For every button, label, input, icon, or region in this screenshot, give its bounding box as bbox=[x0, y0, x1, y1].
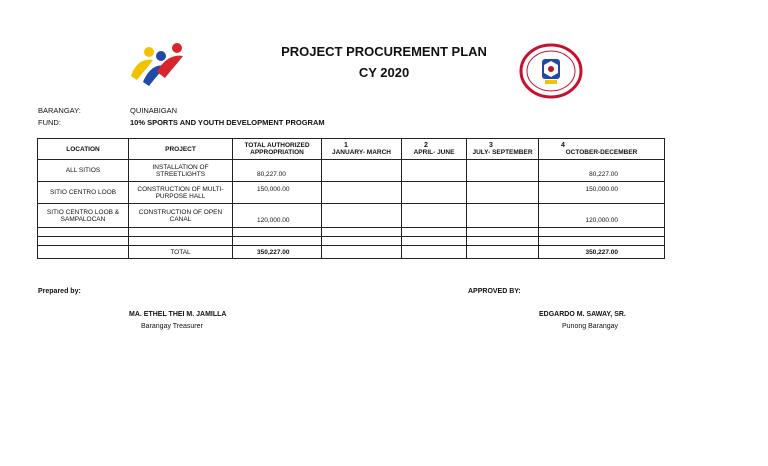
total-label: TOTAL bbox=[129, 246, 233, 259]
table-header-row bbox=[38, 139, 665, 160]
row-q1 bbox=[322, 182, 402, 204]
table-row bbox=[38, 182, 665, 204]
row-project: CONSTRUCTION OF MULTI-PURPOSE HALL bbox=[129, 182, 233, 204]
row-location: SITIO CENTRO LOOB bbox=[38, 182, 129, 204]
row-q4: 120,000.00 bbox=[539, 204, 665, 228]
page-title: PROJECT PROCUREMENT PLAN bbox=[281, 44, 487, 59]
total-q4: 350,227.00 bbox=[539, 246, 665, 259]
col-q2-header bbox=[402, 139, 467, 160]
approved-by-name: EDGARDO M. SAWAY, SR. bbox=[539, 311, 626, 318]
prepared-by-name: MA. ETHEL THEI M. JAMILLA bbox=[129, 311, 227, 318]
q2-label: APRIL- JUNE bbox=[413, 149, 455, 156]
table-row-empty bbox=[38, 228, 665, 237]
table-row bbox=[38, 204, 665, 228]
row-q3 bbox=[467, 204, 539, 228]
row-appropriation: 150,000.00 bbox=[233, 182, 322, 204]
q4-label: OCTOBER-DECEMBER bbox=[565, 149, 638, 156]
row-q1 bbox=[322, 160, 402, 182]
table-row-empty bbox=[38, 237, 665, 246]
row-q2 bbox=[402, 182, 467, 204]
col-q3-header bbox=[467, 139, 539, 160]
row-q3 bbox=[467, 160, 539, 182]
col-location-header: LOCATION bbox=[38, 139, 129, 160]
approved-by-label: APPROVED BY: bbox=[468, 288, 521, 295]
barangay-seal-icon bbox=[519, 43, 583, 99]
row-q4: 80,227.00 bbox=[539, 160, 665, 182]
prepared-by-title: Barangay Treasurer bbox=[141, 323, 203, 330]
row-q3 bbox=[467, 182, 539, 204]
col-project-header: PROJECT bbox=[129, 139, 233, 160]
row-appropriation: 80,227.00 bbox=[233, 160, 322, 182]
fund-label: FUND: bbox=[38, 118, 61, 127]
q1-label: JANUARY- MARCH bbox=[332, 149, 391, 156]
barangay-value: QUINABIGAN bbox=[130, 106, 178, 115]
q4-number: 4 bbox=[561, 142, 565, 149]
prepared-by-label: Prepared by: bbox=[38, 288, 81, 295]
row-location: ALL SITIOS bbox=[38, 160, 129, 182]
approved-by-title: Punong Barangay bbox=[562, 323, 619, 330]
row-q2 bbox=[402, 204, 467, 228]
page-subtitle: CY 2020 bbox=[358, 65, 410, 80]
procurement-table bbox=[37, 138, 665, 259]
barangay-label: BARANGAY: bbox=[38, 106, 81, 115]
row-location: SITIO CENTRO LOOB & SAMPALOCAN bbox=[38, 204, 129, 228]
row-project: INSTALLATION OF STREETLIGHTS bbox=[129, 160, 233, 182]
q2-number: 2 bbox=[424, 142, 428, 149]
row-q2 bbox=[402, 160, 467, 182]
q3-number: 3 bbox=[489, 142, 493, 149]
table-row bbox=[38, 160, 665, 182]
row-project: CONSTRUCTION OF OPEN CANAL bbox=[129, 204, 233, 228]
row-q1 bbox=[322, 204, 402, 228]
row-appropriation: 120,000.00 bbox=[233, 204, 322, 228]
col-q1-header bbox=[322, 139, 402, 160]
row-q4: 150,000.00 bbox=[539, 182, 665, 204]
fund-value: 10% SPORTS AND YOUTH DEVELOPMENT PROGRAM bbox=[130, 118, 325, 127]
col-appropriation-header: TOTAL AUTHORIZED APPROPRIATION bbox=[233, 139, 322, 160]
q1-number: 1 bbox=[344, 142, 348, 149]
q3-label: JULY- SEPTEMBER bbox=[472, 149, 533, 156]
col-q4-header bbox=[539, 139, 665, 160]
table-total-row bbox=[38, 246, 665, 259]
total-appropriation: 350,227.00 bbox=[233, 246, 322, 259]
